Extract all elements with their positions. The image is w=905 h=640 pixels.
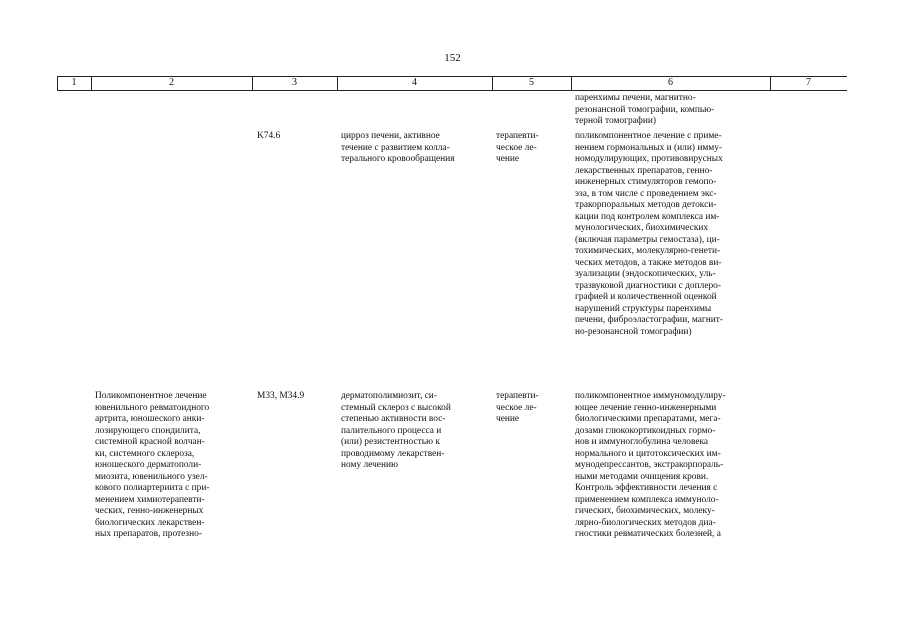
diagnosis-code-cell: K74.6: [257, 131, 281, 141]
page-number: 152: [444, 52, 461, 64]
column-number-3: 3: [292, 77, 297, 88]
column-number-5: 5: [529, 77, 534, 88]
header-bottom-rule: [57, 90, 847, 91]
treatment-type-cell: терапевти- ческое ле- чение: [496, 131, 539, 164]
column-number-7: 7: [806, 77, 811, 88]
patient-model-cell: дерматополимиозит, си- стемный склероз с высокой степенью активности вос- палительного процесса и (или) резистентностью к проводимому лекарствен- ному лечению: [341, 391, 451, 470]
treatment-type-cell: терапевти- ческое ле- чение: [496, 391, 539, 424]
column-number-2: 2: [169, 77, 174, 88]
column-number-1: 1: [71, 77, 77, 88]
column-number-4: 4: [412, 77, 417, 88]
treatment-continuation-cell: паренхимы печени, магнитно- резонансной томографии, компью- терной томографии): [575, 93, 715, 126]
column-number-6: 6: [668, 77, 673, 88]
care-name-cell: Поликомпонентное лечение ювенильного ревматоидного артрита, юношеского анки- лозирующего спондилита, системной красной волчан- ки, системного склероза, юношеского дерматополи- миозита, ювенильного узел- кового полиартериита с при- менением химиотерапевти- ческих, генно-инженерных биологических лекарствен- ных препаратов, протезно-: [95, 391, 210, 539]
treatment-method-cell: поликомпонентное иммуномодулиру- ющее лечение генно-инженерными биологическими препаратами, мега- дозами глюкокортикоидных гормо- нов и иммуноглобулина человека нормального и цитотоксических им- мунодепрессантов, экстракорпораль- ными методами очищения крови. Контроль эффективности лечения с применением комплекса иммуноло- гических, биохимических, молеку- лярно-биологических методов диа- гностики ревматических болезней, а: [575, 391, 726, 539]
patient-model-cell: цирроз печени, активное течение с развитием колла- терального кровообращения: [341, 131, 455, 164]
diagnosis-code-cell: M33, M34.9: [257, 391, 305, 401]
treatment-method-cell: поликомпонентное лечение с приме- нением гормональных и (или) имму- номодулирующих, противовирусных лекарственных препаратов, генно- инженерных стимуляторов гемопо- эза, в том числе с проведением экс- тракорпоральных методов детокси- кации под контролем комплекса им- мунологических, биохимических (включая параметры гемостаза), ци- тохимических, молекулярно-генети- ческих методов, а также методов ви- зуализации (эндоскопических, уль- тразвуковой диагностики с доплеро- графией и количественной оценкой нарушений структуры паренхимы печени, фиброэластографии, магнит- но-резонансной томографии): [575, 131, 724, 337]
